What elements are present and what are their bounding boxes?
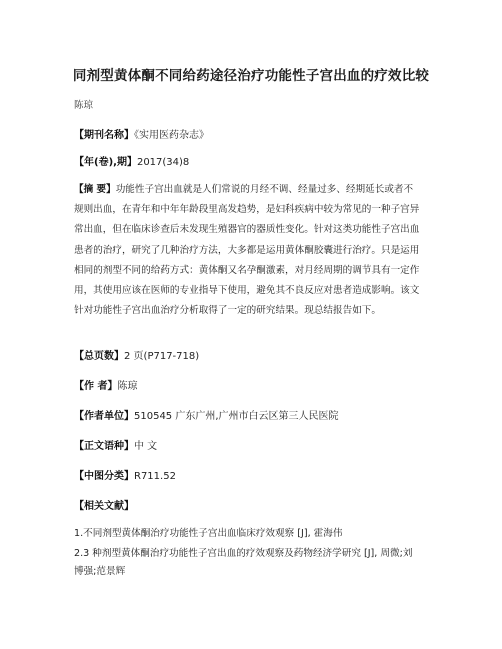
pages-value: 2 页(P717-718) — [124, 351, 200, 362]
journal-label: 【期刊名称】 — [74, 130, 134, 141]
clc-value: R711.52 — [134, 471, 176, 482]
abstract-label: 【摘 要】 — [74, 184, 116, 195]
abstract-line: 常出血，但在临床诊查后未发现生殖器官的器质性变化。针对这类功能性子宫出血 — [74, 224, 420, 236]
author-label: 【作 者】 — [74, 381, 118, 392]
references-label: 【相关文献】 — [74, 501, 134, 512]
reference-item: 2.3 种剂型黄体酮治疗功能性子宫出血的疗效观察及药物经济学研究 [J], 周微;刘 — [74, 548, 413, 559]
references-heading — [74, 497, 134, 512]
clc-label: 【中图分类】 — [74, 471, 134, 482]
author-field — [74, 377, 137, 392]
pages-field — [74, 347, 199, 362]
abstract-line: 针对功能性子宫出血治疗分析取得了一定的研究结果。现总结报告如下。 — [74, 305, 381, 317]
affiliation-value: 510545 广东广州,广州市白云区第三人民医院 — [134, 411, 339, 422]
clc-field — [74, 467, 176, 482]
author-name-top: 陈琼 — [74, 100, 94, 111]
year-issue-label: 【年(卷),期】 — [74, 157, 137, 168]
language-label: 【正文语种】 — [74, 441, 134, 452]
year-issue-value: 2017(34)8 — [136, 157, 190, 168]
reference-item: 博强;范景辉 — [74, 566, 126, 577]
abstract-block — [74, 180, 436, 321]
abstract-line: 规则出血，在青年和中年年龄段里高发趋势，是妇科疾病中较为常见的一种子宫异 — [74, 204, 420, 216]
abstract-line: 【摘 要】功能性子宫出血就是人们常说的月经不调、经量过多、经期延长或者不 — [74, 184, 414, 195]
year-issue-field — [74, 153, 189, 168]
reference-item: 1.不同剂型黄体酮治疗功能性子宫出血临床疗效观察 [J], 霍海伟 — [74, 528, 343, 539]
document-title: 同剂型黄体酮不同给药途径治疗功能性子宫出血的疗效比较 — [72, 68, 430, 84]
affiliation-label: 【作者单位】 — [74, 411, 134, 422]
language-field — [74, 437, 157, 452]
affiliation-field — [74, 407, 339, 422]
abstract-line: 相同的剂型不同的给药方式：黄体酮又名孕酮激素，对月经周期的调节具有一定作 — [74, 264, 420, 276]
abstract-line: 用，其使用应该在医师的专业指导下使用，避免其不良反应对患者造成影响。该文 — [74, 285, 420, 297]
journal-value: 《实用医药杂志》 — [134, 130, 209, 141]
language-value: 中 文 — [134, 441, 158, 452]
author-value: 陈琼 — [117, 381, 138, 392]
pages-label: 【总页数】 — [74, 351, 124, 362]
abstract-line: 患者的治疗，研究了几种治疗方法，大多都是运用黄体酮胶囊进行治疗。只是运用 — [74, 244, 420, 256]
journal-field — [74, 126, 209, 141]
